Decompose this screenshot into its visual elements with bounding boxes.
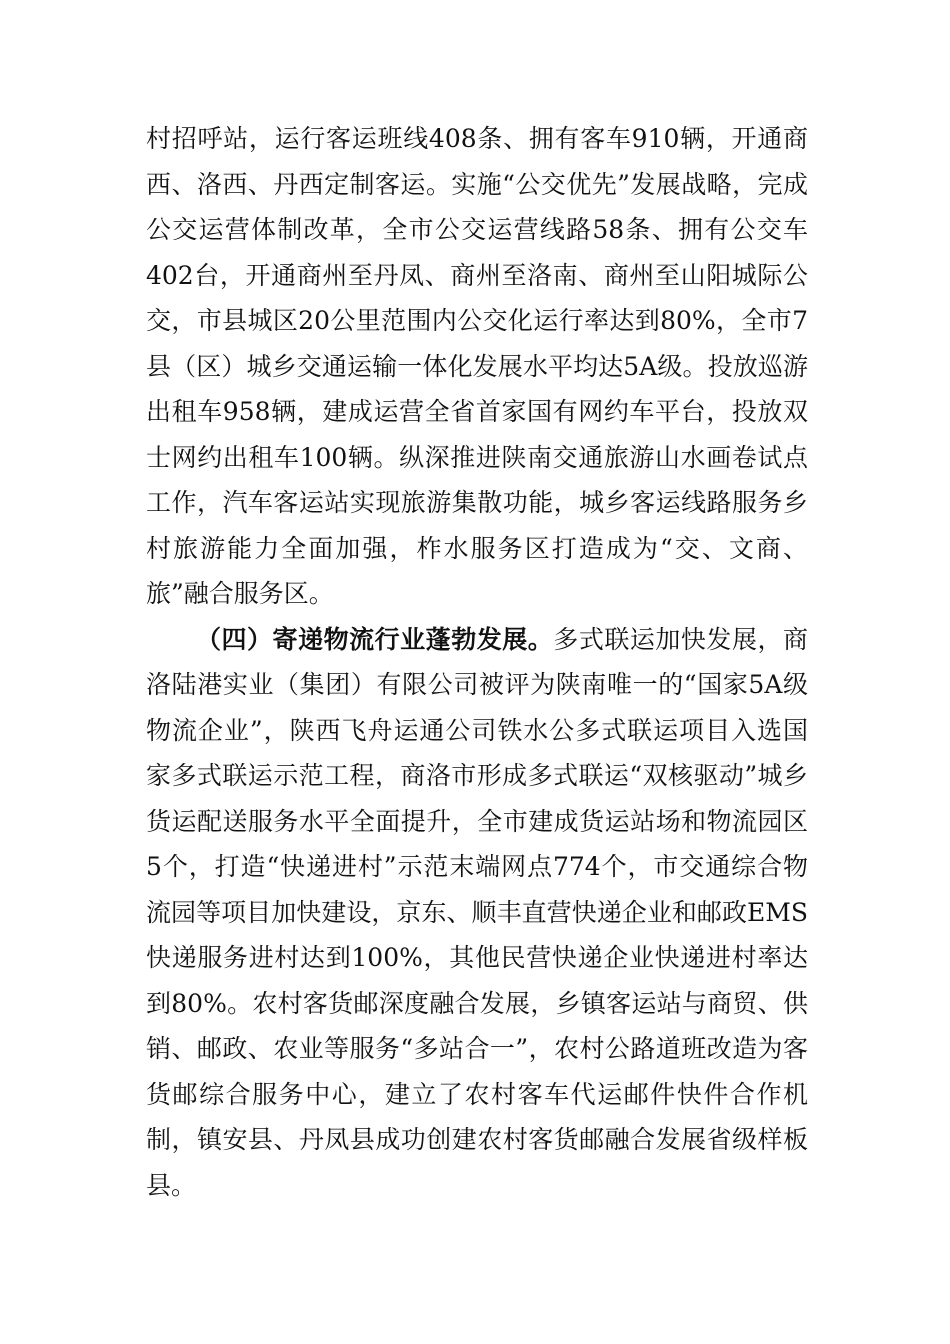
document-body [146, 116, 808, 1208]
paragraph-continued: 村招呼站，运行客运班线408条、拥有客车910辆，开通商西、洛西、丹西定制客运。实施“公交优先”发展战略，完成公交运营体制改革，全市公交运营线路58条、拥有公交车402台，开通商州至丹凤、商州至洛南、商州至山阳城际公交，市县城区20公里范围内公交化运行率达到80%，全市7县（区）城乡交通运输一体化发展水平均达5A级。投放巡游出租车958辆，建成运营全省首家国有网约车平台，投放双士网约出租车100辆。纵深推进陕南交通旅游山水画卷试点工作，汽车客运站实现旅游集散功能，城乡客运线路服务乡村旅游能力全面加强，柞水服务区打造成为“交、文商、旅”融合服务区。 [146, 124, 808, 608]
section-heading: （四）寄递物流行业蓬勃发展。 [196, 624, 554, 654]
paragraph-section-four [146, 617, 808, 1209]
section-body: 多式联运加快发展，商洛陆港实业（集团）有限公司被评为陕南唯一的“国家5A级物流企业”，陕西飞舟运通公司铁水公多式联运项目入选国家多式联运示范工程，商洛市形成多式联运“双核驱动”城乡货运配送服务水平全面提升，全市建成货运站场和物流园区5个，打造“快递进村”示范末端网点774个，市交通综合物流园等项目加快建设，京东、顺丰直营快递企业和邮政EMS快递服务进村达到100%，其他民营快递企业快递进村率达到80%。农村客货邮深度融合发展，乡镇客运站与商贸、供销、邮政、农业等服务“多站合一”，农村公路道班改造为客货邮综合服务中心，建立了农村客车代运邮件快件合作机制，镇安县、丹凤县成功创建农村客货邮融合发展省级样板县。 [146, 624, 808, 1200]
